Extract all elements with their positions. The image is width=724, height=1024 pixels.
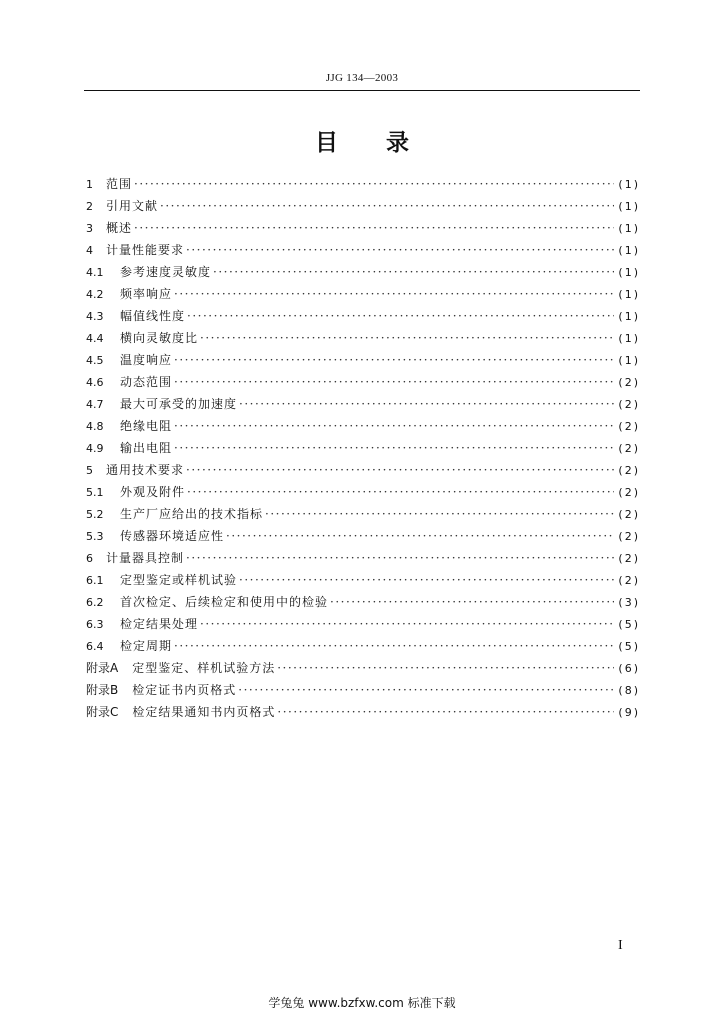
toc-entry[interactable]	[86, 417, 640, 439]
toc-leader-dots	[238, 683, 614, 697]
toc-leader-dots	[174, 353, 614, 367]
toc-leader-dots	[213, 265, 614, 279]
toc-entry-page: (2)	[618, 464, 640, 477]
toc-entry-title: 输出电阻	[120, 441, 173, 455]
toc-entry-page: (2)	[618, 398, 640, 411]
toc-entry-title: 定型鉴定或样机试验	[120, 573, 238, 587]
toc-entry[interactable]	[86, 439, 640, 461]
toc-entry-title: 生产厂应给出的技术指标	[120, 507, 264, 521]
toc-leader-dots	[186, 243, 614, 257]
running-header: JJG 134—2003	[325, 72, 399, 84]
toc-entry-title: 计量器具控制	[106, 551, 185, 565]
toc-entry-number: 5.1	[86, 486, 104, 499]
toc-entry-number: 4.4	[86, 332, 104, 345]
toc-entry-number: 2	[86, 200, 93, 213]
table-of-contents	[86, 175, 640, 725]
toc-leader-dots	[239, 573, 614, 587]
toc-entry-number: 附录A	[86, 661, 119, 675]
page-number: I	[618, 938, 623, 953]
toc-entry-page: (2)	[618, 574, 640, 587]
toc-entry-page: (2)	[618, 486, 640, 499]
toc-leader-dots	[239, 397, 614, 411]
toc-leader-dots	[174, 375, 614, 389]
toc-leader-dots	[200, 617, 614, 631]
toc-leader-dots	[187, 485, 614, 499]
toc-entry[interactable]	[86, 219, 640, 241]
toc-entry[interactable]	[86, 615, 640, 637]
toc-entry[interactable]	[86, 263, 640, 285]
toc-entry-page: (1)	[618, 222, 640, 235]
toc-entry-title: 幅值线性度	[120, 309, 186, 323]
toc-entry[interactable]	[86, 549, 640, 571]
toc-entry-page: (3)	[618, 596, 640, 609]
toc-entry-number: 4.2	[86, 288, 104, 301]
toc-entry-page: (9)	[618, 706, 640, 719]
toc-entry-number: 附录C	[86, 705, 119, 719]
toc-leader-dots	[174, 419, 614, 433]
toc-entry[interactable]	[86, 681, 640, 703]
toc-entry-title: 传感器环境适应性	[120, 529, 225, 543]
footer-watermark: 学兔兔 www.bzfxw.com 标准下载	[268, 996, 456, 1010]
toc-entry[interactable]	[86, 461, 640, 483]
toc-entry[interactable]	[86, 395, 640, 417]
toc-entry-title: 定型鉴定、样机试验方法	[132, 661, 276, 675]
toc-entry-number: 3	[86, 222, 93, 235]
toc-entry-number: 6.4	[86, 640, 104, 653]
toc-entry-number: 4.7	[86, 398, 104, 411]
toc-entry-title: 横向灵敏度比	[120, 331, 199, 345]
toc-entry-title: 参考速度灵敏度	[120, 265, 212, 279]
toc-entry[interactable]	[86, 637, 640, 659]
toc-entry-title: 动态范围	[120, 375, 173, 389]
toc-entry-page: (1)	[618, 332, 640, 345]
toc-entry-title: 计量性能要求	[106, 243, 185, 257]
toc-entry-number: 4	[86, 244, 93, 257]
toc-leader-dots	[277, 705, 614, 719]
toc-entry-title: 通用技术要求	[106, 463, 185, 477]
toc-entry[interactable]	[86, 351, 640, 373]
toc-entry[interactable]	[86, 659, 640, 681]
toc-entry-number: 6.2	[86, 596, 104, 609]
header-rule	[84, 90, 640, 91]
toc-entry[interactable]	[86, 483, 640, 505]
toc-entry-number: 4.6	[86, 376, 104, 389]
toc-entry[interactable]	[86, 307, 640, 329]
toc-entry-page: (5)	[618, 640, 640, 653]
toc-leader-dots	[187, 309, 614, 323]
toc-entry-page: (1)	[618, 200, 640, 213]
toc-entry-number: 4.1	[86, 266, 104, 279]
page-title: 目录	[315, 130, 457, 156]
toc-entry-number: 5.2	[86, 508, 104, 521]
toc-entry-title: 概述	[106, 221, 133, 235]
toc-leader-dots	[160, 199, 614, 213]
toc-entry[interactable]	[86, 329, 640, 351]
toc-entry-number: 附录B	[86, 683, 119, 697]
toc-entry-number: 4.5	[86, 354, 104, 367]
toc-entry-page: (2)	[618, 420, 640, 433]
toc-entry-number: 5.3	[86, 530, 104, 543]
toc-entry-page: (2)	[618, 442, 640, 455]
toc-entry[interactable]	[86, 703, 640, 725]
toc-entry-page: (2)	[618, 530, 640, 543]
toc-entry[interactable]	[86, 373, 640, 395]
toc-entry-page: (8)	[618, 684, 640, 697]
toc-entry[interactable]	[86, 285, 640, 307]
toc-entry-number: 1	[86, 178, 93, 191]
toc-leader-dots	[330, 595, 614, 609]
toc-entry[interactable]	[86, 505, 640, 527]
toc-entry-page: (1)	[618, 244, 640, 257]
toc-entry-page: (6)	[618, 662, 640, 675]
toc-leader-dots	[200, 331, 614, 345]
toc-entry-title: 引用文献	[106, 199, 159, 213]
toc-entry-number: 4.8	[86, 420, 104, 433]
toc-entry-number: 4.3	[86, 310, 104, 323]
toc-entry-title: 外观及附件	[120, 485, 186, 499]
toc-entry-title: 频率响应	[120, 287, 173, 301]
toc-leader-dots	[174, 639, 614, 653]
toc-entry-title: 范围	[106, 177, 133, 191]
toc-entry-page: (1)	[618, 288, 640, 301]
toc-entry-title: 首次检定、后续检定和使用中的检验	[120, 595, 329, 609]
toc-entry[interactable]	[86, 593, 640, 615]
toc-entry-page: (1)	[618, 354, 640, 367]
toc-entry-title: 检定结果处理	[120, 617, 199, 631]
toc-entry-page: (2)	[618, 376, 640, 389]
toc-leader-dots	[265, 507, 614, 521]
toc-entry-title: 最大可承受的加速度	[120, 397, 238, 411]
toc-entry[interactable]	[86, 241, 640, 263]
toc-entry-page: (1)	[618, 266, 640, 279]
toc-entry-page: (5)	[618, 618, 640, 631]
toc-leader-dots	[134, 221, 614, 235]
toc-entry-title: 绝缘电阻	[120, 419, 173, 433]
toc-leader-dots	[134, 177, 614, 191]
toc-entry[interactable]	[86, 197, 640, 219]
toc-entry-title: 检定周期	[120, 639, 173, 653]
toc-entry-number: 6.3	[86, 618, 104, 631]
toc-entry-number: 4.9	[86, 442, 104, 455]
toc-leader-dots	[277, 661, 614, 675]
toc-entry-title: 检定证书内页格式	[132, 683, 237, 697]
toc-leader-dots	[174, 441, 614, 455]
toc-entry-page: (2)	[618, 508, 640, 521]
toc-entry-title: 温度响应	[120, 353, 173, 367]
toc-entry-number: 5	[86, 464, 93, 477]
toc-entry[interactable]	[86, 175, 640, 197]
toc-leader-dots	[186, 551, 614, 565]
toc-entry-page: (1)	[618, 178, 640, 191]
toc-entry-page: (1)	[618, 310, 640, 323]
toc-leader-dots	[174, 287, 614, 301]
toc-entry[interactable]	[86, 527, 640, 549]
toc-entry[interactable]	[86, 571, 640, 593]
toc-entry-number: 6	[86, 552, 93, 565]
toc-entry-page: (2)	[618, 552, 640, 565]
toc-leader-dots	[186, 463, 614, 477]
toc-entry-number: 6.1	[86, 574, 104, 587]
toc-entry-title: 检定结果通知书内页格式	[132, 705, 276, 719]
toc-leader-dots	[226, 529, 614, 543]
